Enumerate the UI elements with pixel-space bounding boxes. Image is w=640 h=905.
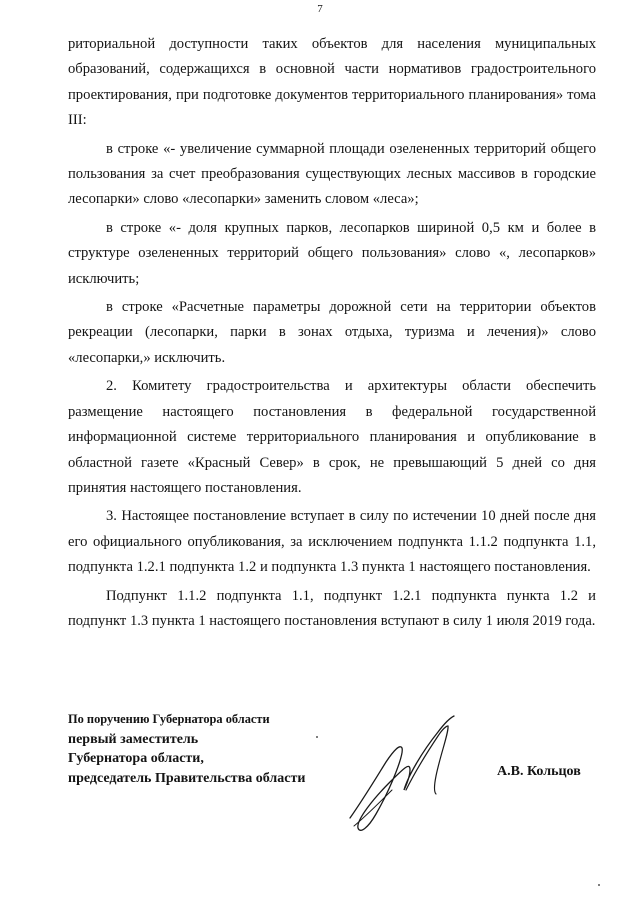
- signer-position-line-1: первый заместитель: [68, 731, 199, 747]
- scan-speck: [316, 736, 318, 738]
- scan-speck: [598, 884, 600, 886]
- paragraph-amendment-2: в строке «- доля крупных парков, лесопарков шириной 0,5 км и более в структуре озелененных территорий общего пользования» слово «, лесопарков» исключить;: [68, 219, 596, 287]
- signer-name: А.В. Кольцов: [497, 764, 581, 779]
- signer-position-line-3: председатель Правительства области: [68, 770, 306, 786]
- paragraph-amendment-3: в строке «Расчетные параметры дорожной сети на территории объектов рекреации (лесопарки, парки в зонах отдыха, туризма и лечения)» слово «лесопарки,» исключить.: [68, 299, 596, 366]
- paragraph-item-2: 2. Комитету градостроительства и архитектуры области обеспечить размещение настоящего постановления в федеральной государственной информационной системе территориального планирования и опубликование в областной газете «Красный Север» в срок, не превышающий 5 дней со дня принятия настоящего постановления.: [68, 378, 596, 496]
- page-number: 7: [317, 3, 323, 15]
- paragraph-continuation: риториальной доступности таких объектов для населения муниципальных образований, содержащихся в основной части нормативов градостроительного проектирования, при подготовке документов территориального планирования» тома III:: [68, 36, 596, 129]
- signature-block: [68, 710, 305, 788]
- signer-position-line-2: Губернатора области,: [68, 751, 204, 766]
- signer-authority: По поручению Губернатора области: [68, 712, 270, 726]
- handwritten-signature: [346, 706, 466, 836]
- paragraph-amendment-1: в строке «- увеличение суммарной площади озелененных территорий общего пользования за счет преобразования существующих лесных массивов в городские лесопарки» слово «лесопарки» заменить словом «леса»;: [68, 140, 596, 208]
- paragraph-effective-date: Подпункт 1.1.2 подпункта 1.1, подпункт 1.2.1 подпункта пункта 1.2 и подпункт 1.3 пункта 1 настоящего постановления вступают в силу 1 июля 2019 года.: [68, 587, 596, 629]
- body-text: [68, 32, 596, 634]
- paragraph-item-3: 3. Настоящее постановление вступает в силу по истечении 10 дней после дня его официального опубликования, за исключением подпункта 1.1.2 подпункта 1.1, подпункта 1.2.1 подпункта 1.2 и подпункта 1.3 пункта 1 настоящего постановления.: [68, 508, 596, 576]
